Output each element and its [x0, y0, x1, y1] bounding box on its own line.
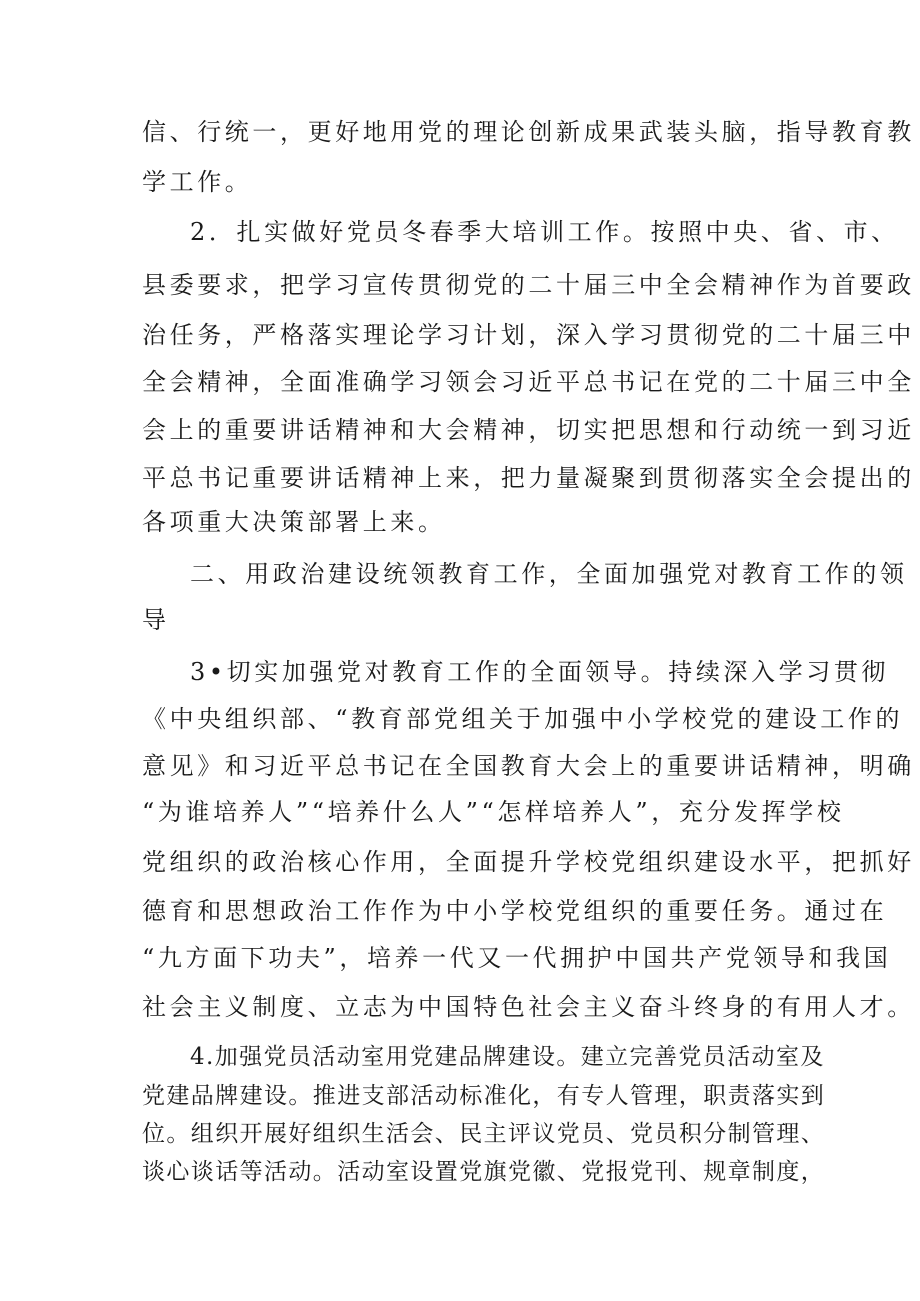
paragraph-item-4-line-3: 位。组织开展好组织生活会、民主评议党员、党员积分制管理、	[142, 1121, 826, 1147]
paragraph-item-3-line-1: 3•切实加强党对教育工作的全面领导。持续深入学习贯彻	[190, 658, 890, 686]
section-heading-2-line-1: 二、用政治建设统领教育工作，全面加强党对教育工作的领	[190, 560, 908, 588]
paragraph-item-2-line-2: 县委要求，把学习宣传贯彻党的二十届三中全会精神作为首要政	[142, 271, 915, 299]
paragraph-continued-line-2: 学工作。	[142, 168, 253, 196]
paragraph-item-3-line-3: 意见》和习近平总书记在全国教育大会上的重要讲话精神，明确	[142, 752, 915, 780]
paragraph-item-3-line-4: “为谁培养人”“培养什么人”“怎样培养人”，充分发挥学校	[142, 798, 845, 826]
paragraph-item-2-line-3: 治任务，严格落实理论学习计划，深入学习贯彻党的二十届三中	[142, 321, 915, 349]
paragraph-item-4-line-4: 谈心谈话等活动。活动室设置党旗党徽、党报党刊、规章制度，	[142, 1159, 826, 1185]
paragraph-item-2-line-5: 会上的重要讲话精神和大会精神，切实把思想和行动统一到习近	[142, 416, 915, 444]
paragraph-item-4-line-1: 4.加强党员活动室用党建品牌建设。建立完善党员活动室及	[190, 1044, 825, 1070]
paragraph-continued-line-1: 信、行统一，更好地用党的理论创新成果武装头脑，指导教育教	[142, 118, 915, 146]
paragraph-item-2-line-6: 平总书记重要讲话精神上来，把力量凝聚到贯彻落实全会提出的	[142, 464, 915, 492]
paragraph-item-2-line-7: 各项重大决策部署上来。	[142, 508, 446, 536]
section-heading-2-line-2: 导	[142, 606, 170, 634]
paragraph-item-3-line-7: “九方面下功夫”，培养一代又一代拥护中国共产党领导和我国	[142, 944, 892, 972]
paragraph-item-2-line-1: 2．扎实做好党员冬春季大培训工作。按照中央、省、市、	[190, 218, 899, 246]
paragraph-item-2-line-4: 全会精神，全面准确学习领会习近平总书记在党的二十届三中全	[142, 368, 915, 396]
paragraph-item-3-line-2: 《中央组织部、“教育部党组关于加强中小学校党的建设工作的	[142, 705, 904, 733]
paragraph-item-3-line-5: 党组织的政治核心作用，全面提升学校党组织建设水平，把抓好	[142, 848, 915, 876]
paragraph-item-4-line-2: 党建品牌建设。推进支部活动标准化，有专人管理，职责落实到	[142, 1083, 826, 1109]
paragraph-item-3-line-8: 社会主义制度、立志为中国特色社会主义奋斗终身的有用人才。	[142, 993, 915, 1021]
paragraph-item-3-line-6: 德育和思想政治工作作为中小学校党组织的重要任务。通过在	[142, 897, 888, 925]
